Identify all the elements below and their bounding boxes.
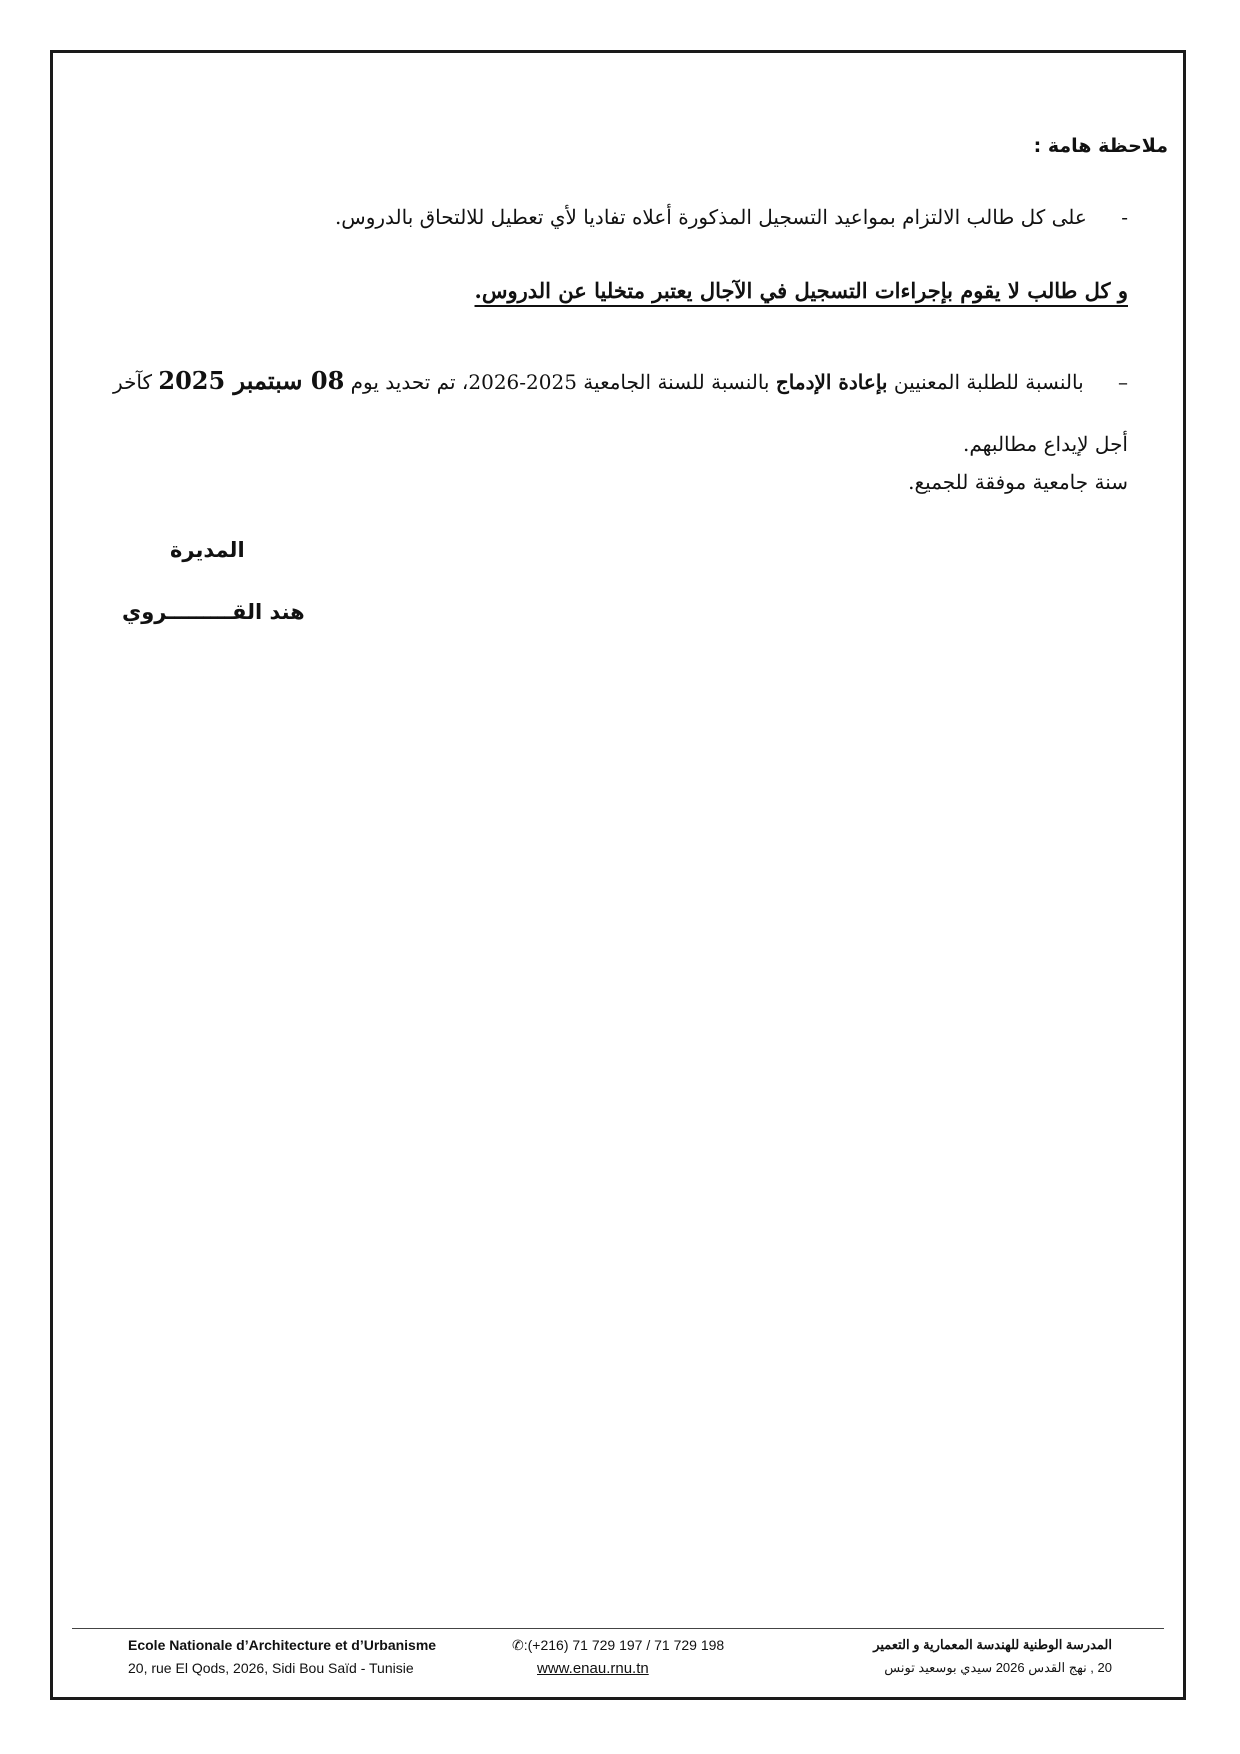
footer-divider — [72, 1628, 1164, 1629]
bullet-dash: - — [1121, 205, 1128, 229]
paragraph-warning — [128, 278, 1128, 303]
signatory-title: المديرة — [170, 538, 245, 562]
footer-phone: ✆:(+216) 71 729 197 / 71 729 198 — [512, 1637, 725, 1653]
note-heading: ملاحظة هامة : — [1033, 135, 1168, 157]
paragraph-registration-deadline — [148, 205, 1128, 229]
warning-text: و كل طالب لا يقوم بإجراءات التسجيل في الآجال يعتبر متخليا عن الدروس. — [474, 278, 1128, 303]
paragraph-text-part: بالنسبة للسنة الجامعية 2025-2026، تم تحديد يوم — [344, 370, 776, 394]
footer-website-link[interactable]: www.enau.rnu.tn — [537, 1660, 649, 1677]
footer-institution-fr: Ecole Nationale d’Architecture et d’Urbanisme — [128, 1637, 437, 1653]
bullet-dash: – — [1118, 370, 1128, 394]
footer-address-fr: 20, rue El Qods, 2026, Sidi Bou Saïd - Tunisie — [128, 1660, 414, 1676]
deadline-date: 08 سبتمبر 2025 — [158, 366, 345, 395]
paragraph-text-part: بالنسبة للطلبة المعنيين — [887, 370, 1084, 394]
footer-institution-ar: المدرسة الوطنية للهندسة المعمارية و التعمير — [873, 1637, 1112, 1652]
paragraph-text: على كل طالب الالتزام بمواعيد التسجيل المذكورة أعلاه تفاديا لأي تعطيل للالتحاق بالدروس. — [334, 205, 1087, 229]
footer-address-ar: 20 , نهج القدس 2026 سيدي بوسعيد تونس — [884, 1660, 1112, 1675]
reintegration-term: بإعادة الإدماج — [775, 370, 888, 394]
paragraph-reintegration — [78, 350, 1128, 475]
paragraph-text-part: كآخر أجل لإيداع مطالبهم. — [113, 370, 1128, 456]
signatory-name: هند القـــــــــروي — [122, 600, 305, 624]
closing-wish: سنة جامعية موفقة للجميع. — [908, 470, 1128, 494]
